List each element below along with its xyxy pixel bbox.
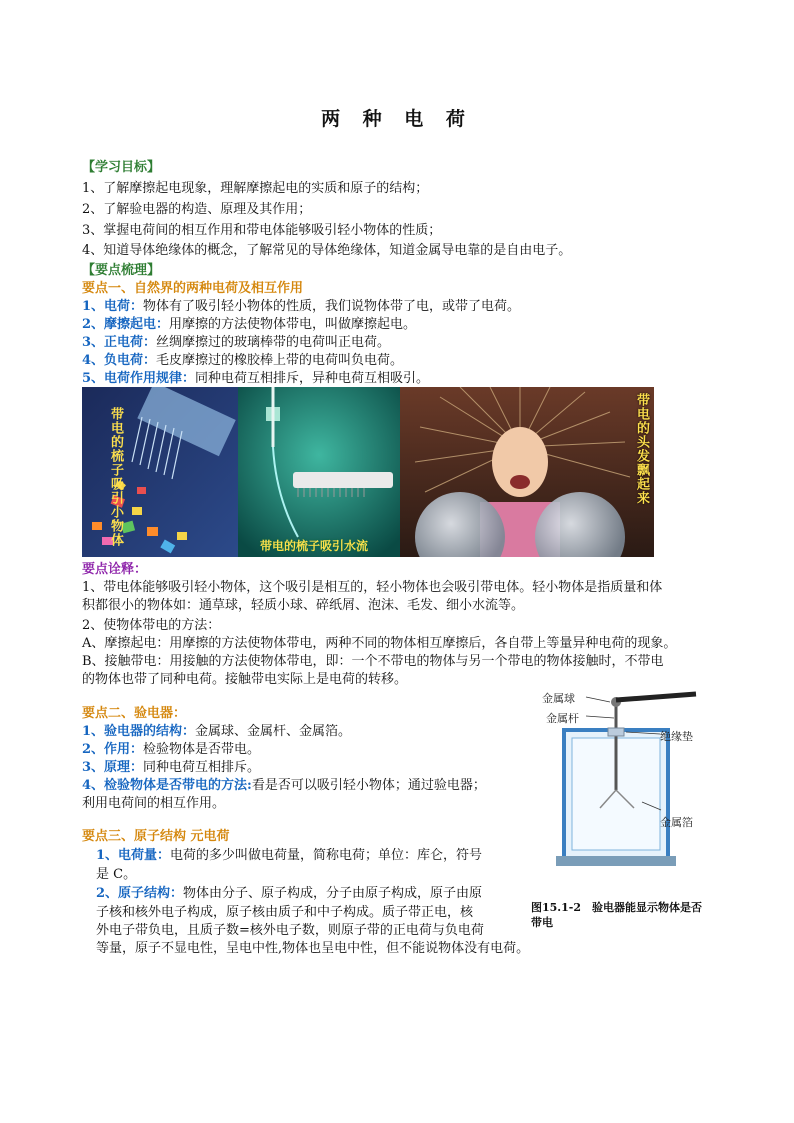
definition: 电荷的多少叫做电荷量，简称电荷；单位：库仑，符号 [170, 848, 483, 863]
definition: 检验物体是否带电。 [143, 742, 261, 757]
label-insulating-pad: 绝缘垫 [660, 730, 693, 743]
goal-item: 3、掌握电荷间的相互作用和带电体能够吸引轻小物体的性质； [82, 223, 442, 238]
point3-heading: 要点三、原子结构 元电荷 [82, 829, 230, 844]
point2-extra: 利用电荷间的相互作用。 [82, 796, 226, 811]
definition: 物体有了吸引轻小物体的性质，我们说物体带了电，或带了电荷。 [143, 299, 521, 314]
point3-atom [96, 885, 482, 903]
point3-atom-cont: 等量，原子不显电性，呈电中性,物体也呈电中性，但不能说物体没有电荷。 [96, 941, 530, 956]
hair-standing-photo [400, 387, 654, 557]
photo-strip [82, 387, 654, 557]
page-title: 两 种 电 荷 [321, 108, 473, 130]
comb-attracts-water-photo [238, 387, 400, 557]
definition: 看是否可以吸引轻小物体；通过验电器； [251, 778, 486, 793]
goals-header: 【学习目标】 [82, 160, 161, 175]
point1-item [82, 370, 429, 388]
term: 3、正电荷： [82, 335, 157, 350]
term: 3、原理： [82, 760, 144, 775]
explain-line: B、接触带电：用接触的方法使物体带电，即：一个不带电的物体与另一个带电的物体接触时，不带电 [82, 654, 664, 669]
point2-heading: 要点二、验电器： [82, 706, 187, 721]
summary-header: 【要点梳理】 [82, 263, 161, 278]
point2-item [82, 777, 486, 795]
term: 1、电荷： [82, 299, 144, 314]
point1-heading: 要点一、自然界的两种电荷及相互作用 [82, 281, 304, 296]
comb-attracts-paper-photo [82, 387, 238, 557]
definition: 用摩擦的方法使物体带电，叫做摩擦起电。 [169, 317, 417, 332]
label-metal-rod: 金属杆 [546, 712, 579, 725]
term: 2、原子结构： [96, 886, 184, 901]
definition: 毛皮摩擦过的橡胶棒上带的电荷叫负电荷。 [156, 353, 404, 368]
point3-atom-cont: 子核和核外电子构成，原子核由质子和中子构成。质子带正电，核 [96, 905, 474, 920]
point3-atom-cont: 外电子带负电，且质子数=核外电子数，则原子带的正电荷与负电荷 [96, 923, 484, 938]
point2-item [82, 759, 260, 777]
point1-item [82, 298, 520, 316]
goal-item: 2、了解验电器的构造、原理及其作用； [82, 202, 312, 217]
definition: 同种电荷互相排斥。 [143, 760, 261, 775]
point3-charge [96, 847, 482, 865]
electroscope-figure [536, 690, 704, 870]
term: 4、负电荷： [82, 353, 157, 368]
photo-label-comb-paper: 带电的梳子吸引小物体 [108, 407, 123, 547]
definition: 物体由分子、原子构成，分子由原子构成，原子由原 [183, 886, 483, 901]
explain-line: 积都很小的物体如：通草球，轻质小球、碎纸屑、泡沫、毛发、细小水流等。 [82, 598, 525, 613]
point2-item [82, 723, 351, 741]
definition: 金属球、金属杆、金属箔。 [195, 724, 352, 739]
explain-line: 2、使物体带电的方法： [82, 618, 221, 633]
photo-label-comb-water: 带电的梳子吸引水流 [260, 539, 369, 553]
term: 1、验电器的结构： [82, 724, 196, 739]
term: 4、检验物体是否带电的方法: [82, 778, 252, 793]
explain-line: A、摩擦起电：用摩擦的方法使物体带电，两种不同的物体相互摩擦后，各自带上等量异种电荷的现象。 [82, 636, 677, 651]
term: 1、电荷量： [96, 848, 171, 863]
point1-item [82, 316, 416, 334]
term: 5、电荷作用规律： [82, 371, 196, 386]
point1-item [82, 352, 403, 370]
explain-line: 1、带电体能够吸引轻小物体，这个吸引是相互的，轻小物体也会吸引带电体。轻小物体是指质量和体 [82, 580, 663, 595]
photo-label-hair: 带电的头发飘起来 [634, 393, 649, 505]
figure-caption: 图15.1-2 验电器能显示物体是否带电 [531, 901, 703, 929]
term: 2、摩擦起电： [82, 317, 170, 332]
explain-line: 的物体也带了同种电荷。接触带电实际上是电荷的转移。 [82, 672, 408, 687]
point3-charge-cont: 是 C。 [96, 867, 137, 882]
definition: 丝绸摩擦过的玻璃棒带的电荷叫正电荷。 [156, 335, 391, 350]
definition: 同种电荷互相排斥，异种电荷互相吸引。 [195, 371, 430, 386]
label-metal-ball: 金属球 [542, 692, 575, 705]
explain-heading: 要点诠释： [82, 562, 148, 577]
goal-item: 4、知道导体绝缘体的概念，了解常见的导体绝缘体，知道金属导电靠的是自由电子。 [82, 243, 572, 258]
term: 2、作用： [82, 742, 144, 757]
label-metal-foil: 金属箔 [660, 816, 693, 829]
goal-item: 1、了解摩擦起电现象，理解摩擦起电的实质和原子的结构； [82, 181, 429, 196]
point2-item [82, 741, 260, 759]
point1-item [82, 334, 390, 352]
